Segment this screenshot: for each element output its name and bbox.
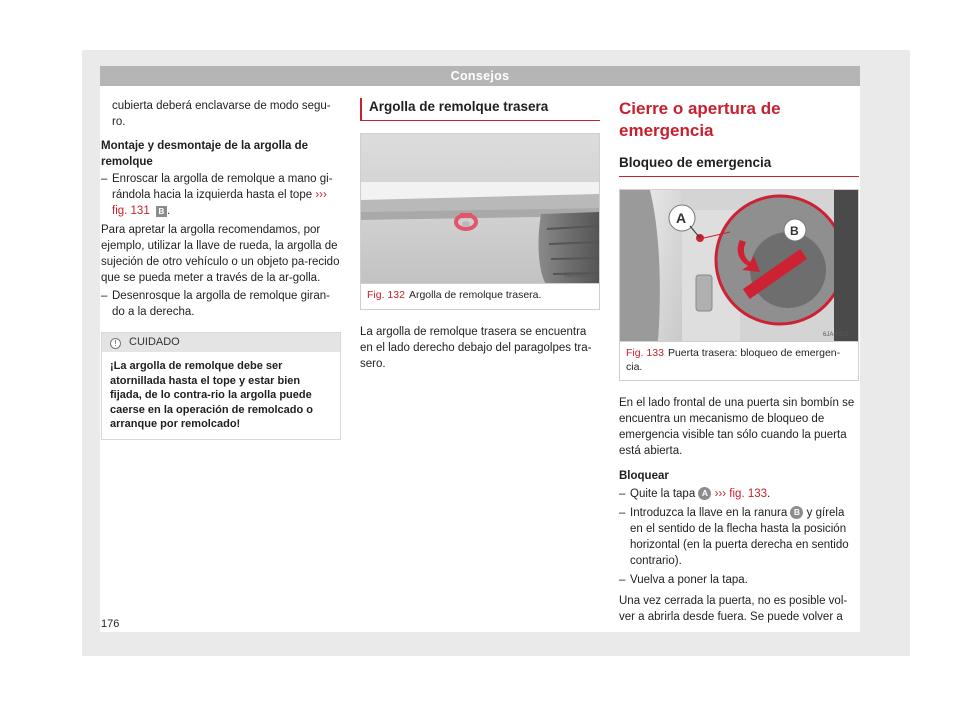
section-big-title: Cierre o apertura de emergencia xyxy=(619,99,781,140)
figure-caption xyxy=(620,342,858,380)
outro-text: Una vez cerrada la puerta, no es posible vol-ver a abrirla desde fuera. Se puede volver a xyxy=(619,595,848,623)
section-title: Argolla de remolque trasera xyxy=(360,98,600,121)
intro-text: En el lado frontal de una puerta sin bombín se encuentra un mecanismo de bloqueo de emergencia visible tan sólo cuando la puerta está abierta. xyxy=(619,397,855,457)
list-item xyxy=(619,486,859,502)
step-text: Introduzca la llave en la ranura xyxy=(630,507,788,519)
column-2 xyxy=(360,98,600,372)
figure-132 xyxy=(360,133,600,310)
continuation-text: cubierta deberá enclavarse de modo segu- ro. xyxy=(112,100,331,128)
key-b-badge: B xyxy=(790,506,803,519)
emergency-lock-image xyxy=(620,190,858,342)
rear-towing-eye-image xyxy=(361,134,599,284)
caution-box xyxy=(101,332,341,440)
step-end: . xyxy=(767,488,771,500)
paragraph: Para apretar la argolla recomendamos, por ejemplo, utilizar la llave de rueda, la argolla de sujeción de otro vehículo o un objeto pa-recido que se pueda meter a través de la ar-golla. xyxy=(101,224,340,284)
list-item xyxy=(619,572,859,588)
key-a-badge: A xyxy=(698,487,711,500)
header-title: Consejos xyxy=(450,69,510,83)
caution-text: ¡La argolla de remolque debe ser atornillada hasta el tope y estar bien fijada, de lo contra-rio la argolla puede caerse en la operación de remolcado o arranque por remolcado! xyxy=(110,360,313,430)
figure-number: Fig. 133 xyxy=(626,347,664,359)
caution-header xyxy=(102,333,340,352)
step-text: Desenrosque la argolla de remolque giran-do a la derecha. xyxy=(112,290,330,318)
figure-133 xyxy=(619,189,859,381)
column-1 xyxy=(101,98,341,440)
list-item xyxy=(101,171,341,219)
key-b-badge: B xyxy=(156,206,167,217)
figure-caption xyxy=(361,284,599,309)
figure-code: 6JA-0128 xyxy=(823,332,849,338)
figure-number: Fig. 132 xyxy=(367,289,405,301)
label-b: B xyxy=(790,224,799,238)
subsection-title: Bloqueo de emergencia xyxy=(619,154,859,177)
caption-text: Argolla de remolque trasera. xyxy=(408,289,542,301)
caution-icon: ! xyxy=(110,338,121,349)
lock-heading: Bloquear xyxy=(619,470,669,482)
fig-131-link[interactable]: ››› fig. 131 xyxy=(112,189,327,217)
fig-133-link[interactable]: ››› fig. 133 xyxy=(714,488,768,500)
caution-label: CUIDADO xyxy=(129,336,180,348)
step-text: y gírela en el sentido de la flecha hasta la posición horizontal (en la puerta derecha en sentido contrario). xyxy=(630,507,849,567)
figure-code: 6JA-0099 xyxy=(564,273,590,279)
step-text: Quite la tapa xyxy=(630,488,696,500)
list-item xyxy=(101,288,341,320)
step-text: Vuelva a poner la tapa. xyxy=(630,574,748,586)
door-lock-illustration xyxy=(620,190,858,342)
page-number: 176 xyxy=(101,618,120,630)
body-text: La argolla de remolque trasera se encuentra en el lado derecho debajo del paragolpes tra-sero. xyxy=(360,325,592,370)
step-end: . xyxy=(166,205,171,217)
caption-text: Puerta trasera: bloqueo de emergen-cia. xyxy=(626,347,841,373)
towing-eye-heading: Montaje y desmontaje de la argolla de remolque xyxy=(101,140,309,168)
rear-bumper-illustration xyxy=(361,134,599,284)
step-text: Enroscar la argolla de remolque a mano gi-rándola hacia la izquierda hasta el tope xyxy=(112,173,333,201)
label-a: A xyxy=(676,210,687,226)
column-3 xyxy=(619,98,859,625)
list-item xyxy=(619,505,859,569)
